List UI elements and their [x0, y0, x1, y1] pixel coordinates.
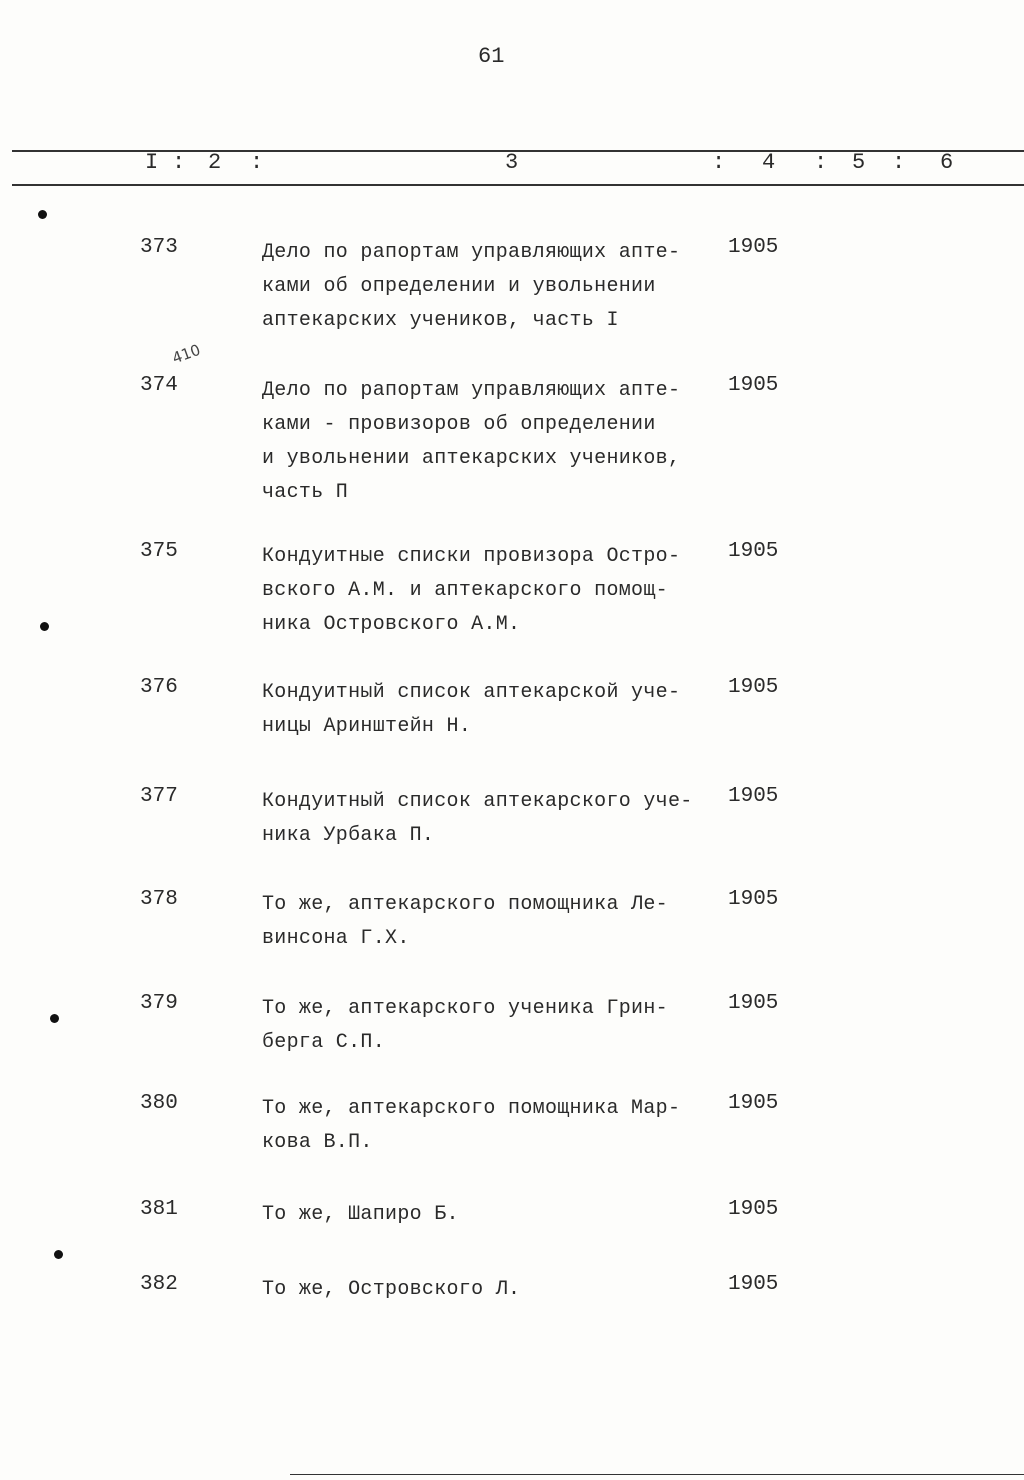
item-number: 379 — [140, 992, 178, 1015]
description-line: Дело по рапортам управляющих апте- — [262, 379, 681, 402]
item-description — [262, 785, 693, 853]
col-header-2: 2 — [208, 150, 222, 175]
col-separator: : — [892, 150, 906, 175]
item-number: 380 — [140, 1092, 178, 1115]
col-header-1: I — [145, 150, 159, 175]
col-separator: : — [712, 150, 726, 175]
description-line: ками - провизоров об определении — [262, 413, 656, 436]
description-line: То же, Островского Л. — [262, 1278, 521, 1301]
description-line: ницы Аринштейн Н. — [262, 715, 472, 738]
item-year: 1905 — [728, 676, 779, 699]
punch-hole-mark — [38, 210, 47, 219]
description-line: ника Островского А.М. — [262, 613, 521, 636]
description-line: ками об определении и увольнении — [262, 275, 656, 298]
item-year: 1905 — [728, 888, 779, 911]
col-separator: : — [814, 150, 828, 175]
item-year: 1905 — [728, 236, 779, 259]
item-description — [262, 888, 668, 956]
description-line: ника Урбака П. — [262, 824, 435, 847]
col-header-3: 3 — [505, 150, 519, 175]
item-number: 382 — [140, 1273, 178, 1296]
item-number: 377 — [140, 785, 178, 808]
item-description — [262, 1273, 520, 1307]
page-number: 61 — [478, 44, 505, 69]
item-year: 1905 — [728, 1092, 779, 1115]
table-header-rule — [12, 184, 1024, 186]
item-year: 1905 — [728, 374, 779, 397]
item-year: 1905 — [728, 1198, 779, 1221]
col-header-5: 5 — [852, 150, 866, 175]
item-number: 373 — [140, 236, 178, 259]
description-line: То же, аптекарского ученика Грин- — [262, 997, 668, 1020]
description-line: кова В.П. — [262, 1131, 373, 1154]
handwritten-margin-note: 410 — [169, 340, 203, 368]
description-line: аптекарских учеников, часть I — [262, 309, 619, 332]
item-year: 1905 — [728, 540, 779, 563]
col-header-4: 4 — [762, 150, 776, 175]
description-line: винсона Г.Х. — [262, 927, 410, 950]
item-number: 381 — [140, 1198, 178, 1221]
item-description — [262, 540, 680, 642]
description-line: и увольнении аптекарских учеников, — [262, 447, 681, 470]
item-year: 1905 — [728, 1273, 779, 1296]
item-year: 1905 — [728, 992, 779, 1015]
description-line: вского А.М. и аптекарского помощ- — [262, 579, 668, 602]
item-description — [262, 374, 680, 510]
item-number: 376 — [140, 676, 178, 699]
description-line: То же, аптекарского помощника Мар- — [262, 1097, 681, 1120]
description-line: Кондуитный список аптекарской уче- — [262, 681, 681, 704]
punch-hole-mark — [50, 1014, 59, 1023]
item-number: 375 — [140, 540, 178, 563]
col-header-6: 6 — [940, 150, 954, 175]
col-separator: : — [172, 150, 186, 175]
description-line: берга С.П. — [262, 1031, 386, 1054]
description-line: Дело по рапортам управляющих апте- — [262, 241, 681, 264]
item-number: 374 — [140, 374, 178, 397]
description-line: Кондуитный список аптекарского уче- — [262, 790, 693, 813]
item-number: 378 — [140, 888, 178, 911]
description-line: Кондуитные списки провизора Остро- — [262, 545, 681, 568]
description-line: То же, Шапиро Б. — [262, 1203, 459, 1226]
bottom-rule — [290, 1474, 1024, 1475]
item-description — [262, 992, 668, 1060]
item-description — [262, 236, 680, 338]
item-year: 1905 — [728, 785, 779, 808]
item-description — [262, 1198, 459, 1232]
punch-hole-mark — [54, 1250, 63, 1259]
description-line: часть П — [262, 481, 349, 504]
punch-hole-mark — [40, 622, 49, 631]
col-separator: : — [250, 150, 264, 175]
item-description — [262, 1092, 680, 1160]
description-line: То же, аптекарского помощника Ле- — [262, 893, 668, 916]
item-description — [262, 676, 680, 744]
